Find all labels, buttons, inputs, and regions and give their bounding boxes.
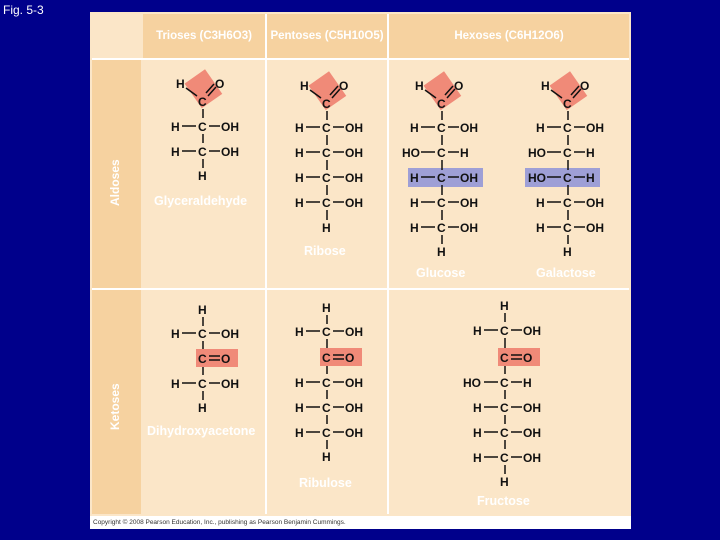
svg-text:C: C — [563, 97, 572, 111]
ribulose-structure — [284, 298, 384, 468]
svg-text:C: C — [500, 426, 509, 440]
svg-text:H: H — [198, 303, 207, 317]
dihydroxyacetone-structure — [160, 300, 260, 420]
glyceraldehyde-name: Glyceraldehyde — [154, 194, 248, 208]
svg-text:OH: OH — [221, 120, 239, 134]
svg-text:OH: OH — [460, 121, 478, 135]
svg-text:H: H — [536, 121, 545, 135]
svg-text:H: H — [536, 221, 545, 235]
galactose-structure — [525, 72, 625, 267]
svg-text:H: H — [171, 145, 180, 159]
svg-text:OH: OH — [345, 401, 363, 415]
svg-text:C: C — [437, 146, 446, 160]
svg-text:OH: OH — [523, 324, 541, 338]
svg-text:H: H — [473, 401, 482, 415]
svg-text:C: C — [322, 325, 331, 339]
svg-text:H: H — [295, 196, 304, 210]
svg-text:C: C — [322, 171, 331, 185]
svg-text:H: H — [415, 79, 424, 93]
copyright-notice: Copyright © 2008 Pearson Education, Inc., publishing as Pearson Benjamin Cummings. — [90, 516, 631, 529]
svg-text:H: H — [295, 325, 304, 339]
svg-text:C: C — [198, 352, 207, 366]
svg-text:HO: HO — [528, 146, 546, 160]
aldoses-label: Aldoses — [108, 159, 122, 206]
svg-text:H: H — [176, 77, 185, 91]
glucose-name: Glucose — [416, 266, 466, 280]
svg-text:C: C — [563, 121, 572, 135]
svg-text:C: C — [322, 121, 331, 135]
svg-text:H: H — [541, 79, 550, 93]
svg-text:H: H — [586, 171, 595, 185]
svg-text:H: H — [295, 376, 304, 390]
svg-text:H: H — [295, 401, 304, 415]
svg-text:OH: OH — [523, 451, 541, 465]
svg-text:H: H — [295, 146, 304, 160]
svg-text:C: C — [500, 451, 509, 465]
svg-text:OH: OH — [523, 401, 541, 415]
svg-text:O: O — [339, 79, 349, 93]
ketoses-label: Ketoses — [108, 383, 122, 430]
svg-text:H: H — [322, 450, 331, 464]
dihydroxyacetone-name: Dihydroxyacetone — [147, 424, 256, 438]
grid-divider — [92, 58, 629, 60]
header-trioses — [143, 14, 265, 58]
svg-text:O: O — [454, 79, 464, 93]
svg-text:H: H — [437, 245, 446, 259]
svg-text:C: C — [437, 97, 446, 111]
ribose-name: Ribose — [304, 244, 346, 258]
svg-text:H: H — [410, 196, 419, 210]
svg-text:OH: OH — [345, 171, 363, 185]
svg-text:H: H — [563, 245, 572, 259]
glucose-structure — [399, 72, 499, 267]
svg-text:C: C — [198, 327, 207, 341]
fructose-name: Fructose — [477, 494, 530, 508]
svg-text:C: C — [563, 196, 572, 210]
svg-text:C: C — [322, 146, 331, 160]
svg-text:O: O — [221, 352, 231, 366]
svg-text:OH: OH — [345, 325, 363, 339]
svg-text:OH: OH — [586, 121, 604, 135]
svg-text:C: C — [322, 97, 331, 111]
svg-text:C: C — [437, 221, 446, 235]
header-hexoses-text: Hexoses (C6H12O6) — [454, 30, 564, 42]
svg-text:H: H — [322, 301, 331, 315]
svg-text:C: C — [198, 120, 207, 134]
svg-text:C: C — [500, 376, 509, 390]
svg-text:OH: OH — [345, 196, 363, 210]
svg-text:OH: OH — [345, 121, 363, 135]
svg-text:C: C — [322, 376, 331, 390]
header-trioses-text: Trioses (C3H6O3) — [156, 30, 252, 42]
svg-text:C: C — [437, 196, 446, 210]
svg-text:H: H — [322, 221, 331, 235]
svg-text:C: C — [198, 377, 207, 391]
galactose-name: Galactose — [536, 266, 596, 280]
svg-text:HO: HO — [463, 376, 481, 390]
svg-text:OH: OH — [345, 426, 363, 440]
svg-text:H: H — [295, 121, 304, 135]
svg-text:O: O — [580, 79, 590, 93]
svg-text:OH: OH — [586, 196, 604, 210]
svg-text:H: H — [500, 475, 509, 489]
svg-text:H: H — [460, 146, 469, 160]
svg-text:C: C — [198, 145, 207, 159]
svg-text:O: O — [523, 351, 533, 365]
grid-divider — [92, 288, 629, 290]
grid-divider — [265, 14, 267, 514]
svg-text:H: H — [586, 146, 595, 160]
svg-text:H: H — [523, 376, 532, 390]
grid-divider — [387, 14, 389, 514]
ketoses-row-header — [92, 290, 141, 514]
svg-text:C: C — [198, 95, 207, 109]
svg-text:OH: OH — [221, 327, 239, 341]
svg-text:O: O — [345, 351, 355, 365]
glyceraldehyde-structure — [160, 70, 260, 190]
svg-text:OH: OH — [345, 376, 363, 390]
svg-text:O: O — [215, 77, 225, 91]
svg-text:OH: OH — [221, 377, 239, 391]
svg-text:C: C — [500, 351, 509, 365]
svg-text:H: H — [171, 120, 180, 134]
svg-text:C: C — [563, 221, 572, 235]
svg-text:H: H — [198, 169, 207, 183]
svg-text:H: H — [171, 327, 180, 341]
svg-text:C: C — [500, 324, 509, 338]
svg-text:H: H — [410, 221, 419, 235]
svg-text:H: H — [295, 426, 304, 440]
svg-text:OH: OH — [221, 145, 239, 159]
svg-text:OH: OH — [523, 426, 541, 440]
svg-text:C: C — [437, 121, 446, 135]
svg-text:C: C — [500, 401, 509, 415]
svg-text:H: H — [198, 401, 207, 415]
header-pentoses — [267, 14, 387, 58]
svg-text:OH: OH — [460, 221, 478, 235]
header-pentoses-text: Pentoses (C5H10O5) — [270, 30, 384, 42]
svg-text:H: H — [410, 121, 419, 135]
ribose-structure — [284, 72, 384, 242]
svg-text:H: H — [473, 426, 482, 440]
svg-text:OH: OH — [460, 171, 478, 185]
svg-text:C: C — [563, 146, 572, 160]
ribose-chain — [295, 121, 363, 235]
svg-text:OH: OH — [460, 196, 478, 210]
figure-label: Fig. 5-3 — [3, 3, 44, 17]
svg-text:H: H — [500, 299, 509, 313]
ribulose-name: Ribulose — [299, 476, 352, 490]
svg-text:H: H — [300, 79, 309, 93]
svg-text:C: C — [322, 401, 331, 415]
svg-text:C: C — [563, 171, 572, 185]
svg-text:C: C — [322, 351, 331, 365]
svg-text:OH: OH — [586, 221, 604, 235]
header-hexoses — [389, 14, 629, 58]
svg-text:H: H — [473, 451, 482, 465]
svg-text:H: H — [171, 377, 180, 391]
svg-text:HO: HO — [528, 171, 546, 185]
svg-text:H: H — [295, 171, 304, 185]
svg-text:H: H — [410, 171, 419, 185]
svg-text:C: C — [322, 196, 331, 210]
svg-text:H: H — [536, 196, 545, 210]
svg-text:OH: OH — [345, 146, 363, 160]
fructose-structure — [462, 296, 562, 491]
svg-text:H: H — [473, 324, 482, 338]
svg-text:C: C — [322, 426, 331, 440]
svg-text:HO: HO — [402, 146, 420, 160]
svg-text:C: C — [437, 171, 446, 185]
aldoses-row-header — [92, 60, 141, 288]
